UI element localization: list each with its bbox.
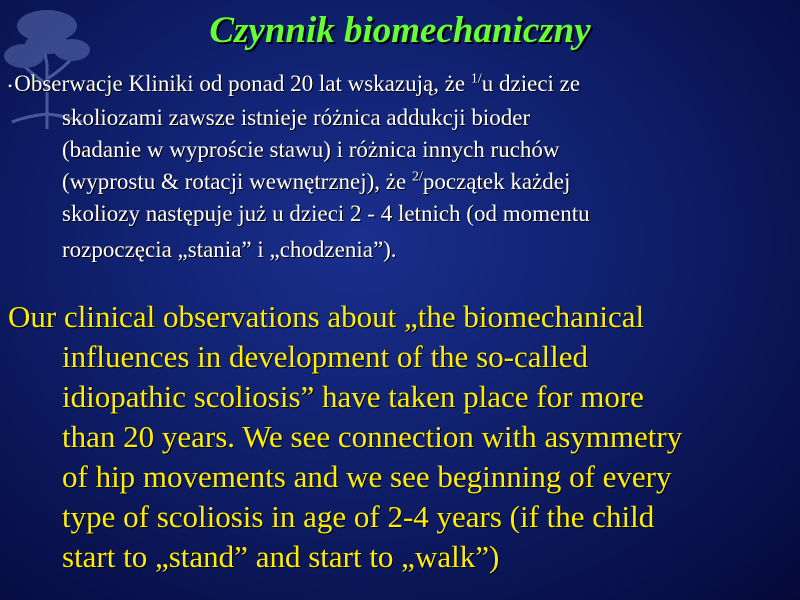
polish-line-3: (badanie w wyproście stawu) i różnica innych ruchów xyxy=(62,136,560,162)
bullet-icon: • xyxy=(8,78,13,93)
slide-title: Czynnik biomechaniczny xyxy=(209,10,591,51)
english-line-5: of hip movements and we see beginning of every xyxy=(62,459,672,494)
polish-line-1: •Obserwacje Kliniki od ponad 20 lat wskazują, że $^{1/}$u dzieci ze xyxy=(8,71,581,96)
english-line-1: Our clinical observations about „the biomechanical xyxy=(8,299,645,334)
english-line-7: start to „stand” and start to „walk”) xyxy=(62,539,500,574)
polish-line-5: skoliozy następuje już u dzieci 2 - 4 letnich (od momentu xyxy=(62,200,590,226)
english-line-6: type of scoliosis in age of 2-4 years (if the child xyxy=(62,499,655,534)
footnote-marker-2: 2/ xyxy=(411,169,423,185)
polish-line-6: rozpoczęcia „stania” i „chodzenia”). xyxy=(62,236,397,262)
polish-line-2: skoliozami zawsze istnieje różnica addukcji bioder xyxy=(62,104,531,130)
english-line-3: idiopathic scoliosis” have taken place for more xyxy=(62,379,644,414)
footnote-marker-1: 1/ xyxy=(470,71,482,87)
english-paragraph xyxy=(8,297,793,577)
polish-line-4: (wyprostu & rotacji wewnętrznej), że $^{2/}$początek każdej xyxy=(62,168,571,194)
english-line-2: influences in development of the so-called xyxy=(62,339,588,374)
english-line-4: than 20 years. We see connection with asymmetry xyxy=(62,419,683,454)
polish-paragraph xyxy=(8,68,793,266)
